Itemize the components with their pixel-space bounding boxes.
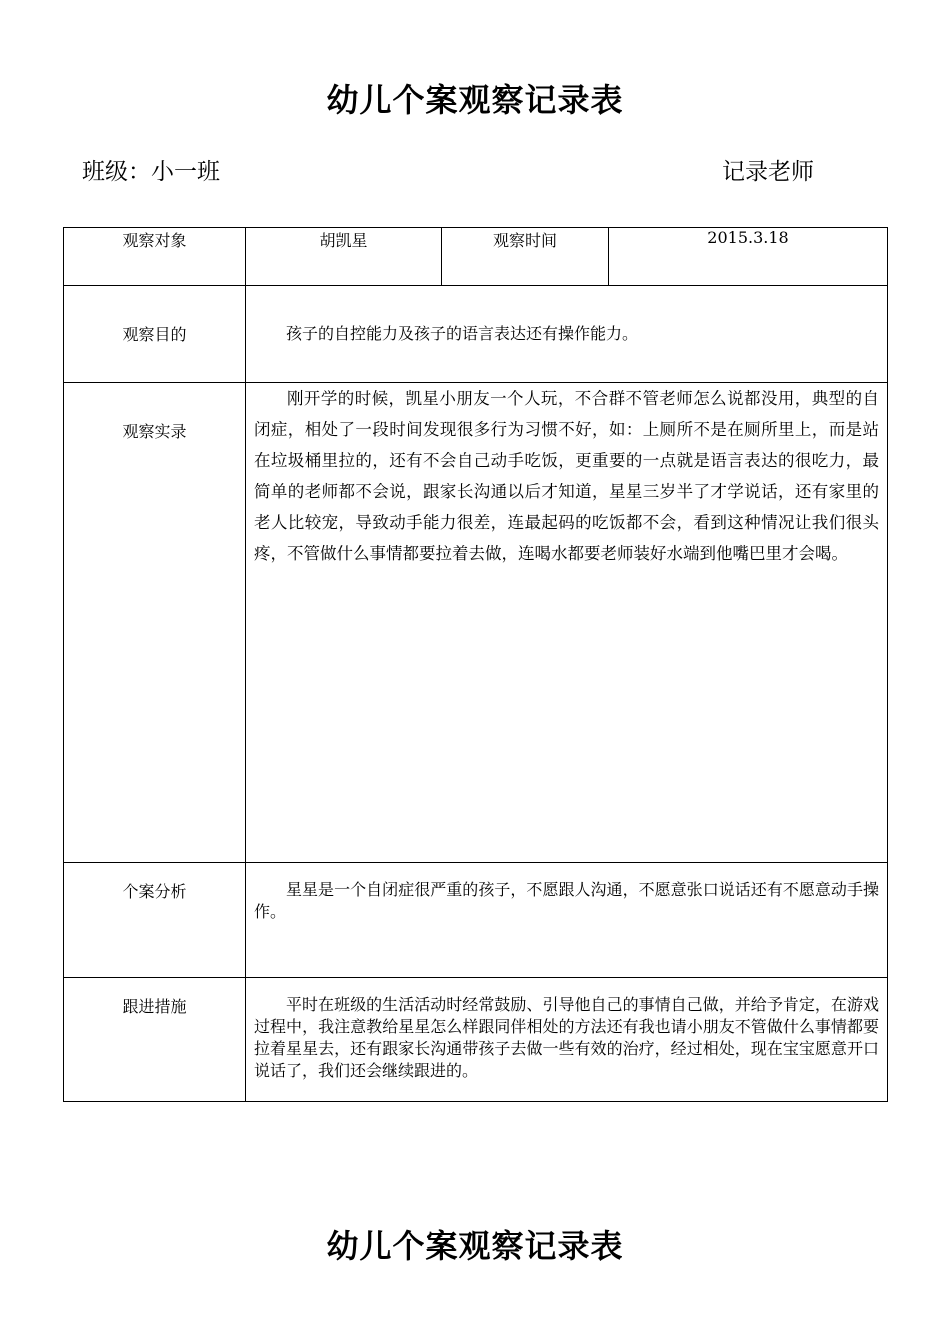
time-label: 观察时间 [492, 231, 557, 250]
record-value: 刚开学的时候，凯星小朋友一个人玩，不合群不管老师怎么说都没用，典型的自闭症，相处了一段时间发现很多行为习惯不好，如：上厕所不是在厕所里上，而是站在垃圾桶里拉的，还有不会自己动手吃饭，更重要的一点就是语言表达的很吃力，最简单的老师都不会说，跟家长沟通以后才知道，星星三岁半了才学说话，还有家里的老人比较宠，导致动手能力很差，连最起码的吃饭都不会，看到这种情况让我们很头疼，不管做什么事情都要拉着去做，连喝水都要老师装好水端到他嘴巴里才会喝。 [254, 389, 879, 563]
followup-label: 跟进措施 [122, 997, 187, 1016]
purpose-value-cell [246, 286, 888, 383]
analysis-value-cell [246, 863, 888, 978]
purpose-label-cell [64, 286, 246, 383]
class-label: 班级：小一班 [82, 159, 220, 185]
purpose-label: 观察目的 [122, 325, 187, 344]
analysis-label: 个案分析 [122, 882, 187, 901]
subject-label-cell [64, 228, 246, 286]
next-page-title: 幼儿个案观察记录表 [326, 1227, 624, 1265]
time-label-cell [442, 228, 609, 286]
record-value-cell [246, 383, 888, 863]
page-title: 幼儿个案观察记录表 [326, 81, 624, 119]
table-row-purpose [64, 286, 888, 383]
table-row-followup [64, 978, 888, 1102]
subject-value-cell [246, 228, 442, 286]
followup-label-cell [64, 978, 246, 1102]
record-label-cell [64, 383, 246, 863]
analysis-label-cell [64, 863, 246, 978]
subject-value: 胡凯星 [319, 231, 368, 250]
time-value-cell [609, 228, 888, 286]
followup-value: 平时在班级的生活活动时经常鼓励、引导他自己的事情自己做，并给予肯定，在游戏过程中，我注意教给星星怎么样跟同伴相处的方法还有我也请小朋友不管做什么事情都要拉着星星去，还有跟家长沟通带孩子去做一些有效的治疗，经过相处，现在宝宝愿意开口说话了，我们还会继续跟进的。 [254, 995, 879, 1080]
table-row-record [64, 383, 888, 863]
record-label: 观察实录 [122, 422, 187, 441]
analysis-value: 星星是一个自闭症很严重的孩子，不愿跟人沟通，不愿意张口说话还有不愿意动手操作。 [254, 880, 879, 921]
teacher-label: 记录老师 [722, 159, 814, 185]
purpose-value: 孩子的自控能力及孩子的语言表达还有操作能力。 [286, 324, 639, 343]
followup-value-cell [246, 978, 888, 1102]
table-row-analysis [64, 863, 888, 978]
observation-record-table [63, 227, 888, 1102]
table-row-subject [64, 228, 888, 286]
subject-label: 观察对象 [122, 231, 187, 250]
time-value: 2015.3.18 [707, 228, 789, 247]
